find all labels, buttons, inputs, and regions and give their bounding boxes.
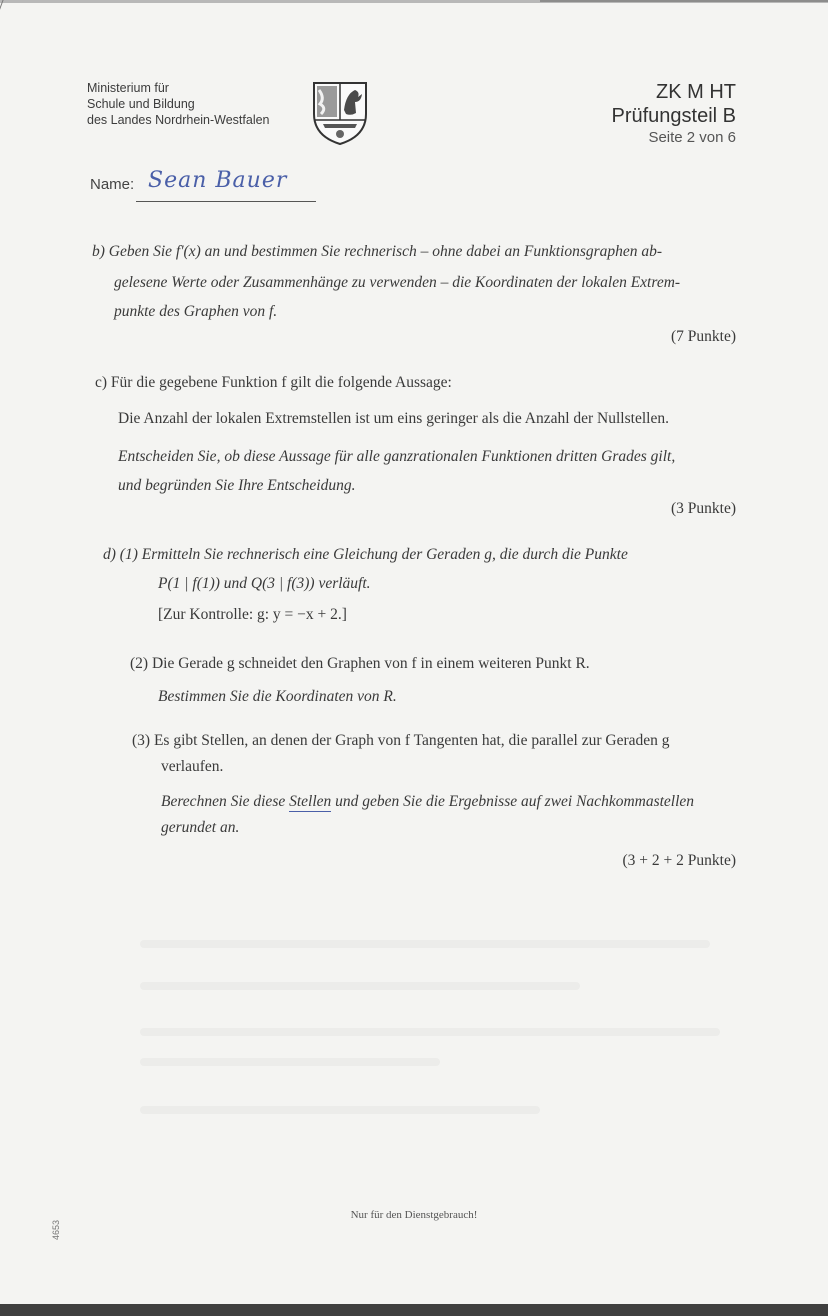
name-signature: Sean Bauer — [148, 168, 288, 193]
page-info: Seite 2 von 6 — [648, 129, 736, 146]
task-d3-line1: (3) Es gibt Stellen, an denen der Graph von f Tangenten hat, die parallel zur Geraden g — [132, 732, 670, 749]
task-c-line4: und begründen Sie Ihre Entscheidung. — [118, 477, 356, 494]
task-d2-line2: Bestimmen Sie die Koordinaten von R. — [158, 688, 397, 705]
task-d3-line2: verlaufen. — [161, 758, 224, 775]
task-d-points: (3 + 2 + 2 Punkte) — [622, 852, 736, 869]
name-underline — [136, 201, 316, 202]
task-c-line1: c) Für die gegebene Funktion f gilt die folgende Aussage: — [95, 374, 452, 391]
exam-part: Prüfungsteil B — [611, 105, 736, 127]
task-c-statement: Die Anzahl der lokalen Extremstellen ist um eins geringer als die Anzahl der Nullstellen. — [118, 410, 669, 427]
side-number: 4653 — [51, 1219, 61, 1240]
ministry-line: Ministerium für — [87, 81, 169, 95]
task-c-line3: Entscheiden Sie, ob diese Aussage für alle ganzrationalen Funktionen dritten Grades gilt, — [118, 448, 676, 465]
task-d2-line1: (2) Die Gerade g schneidet den Graphen von f in einem weiteren Punkt R. — [130, 655, 590, 672]
task-d1-line1: d) (1) Ermitteln Sie rechnerisch eine Gleichung der Geraden g, die durch die Punkte — [103, 546, 628, 563]
name-label: Name: — [90, 176, 135, 193]
top-edge-dark — [540, 0, 828, 2]
ministry-line: des Landes Nordrhein-Westfalen — [87, 113, 270, 127]
task-d3-line3-pre: Berechnen Sie diese — [161, 793, 290, 810]
ministry-line: Schule und Bildung — [87, 97, 195, 111]
exam-code: ZK M HT — [656, 81, 736, 103]
bleed-through-line — [140, 1028, 720, 1036]
state-crest-icon — [311, 80, 369, 146]
task-d3-line3-post: und geben Sie die Ergebnisse auf zwei Nachkommastellen — [331, 793, 695, 810]
task-d3-line3 — [161, 788, 694, 815]
task-b-points: (7 Punkte) — [670, 328, 736, 345]
bleed-through-line — [140, 1058, 440, 1066]
task-c-points: (3 Punkte) — [670, 500, 736, 517]
bottom-edge — [0, 1304, 828, 1316]
task-d1-line2: P(1 | f(1)) und Q(3 | f(3)) verläuft. — [158, 575, 371, 592]
underlined-word: Stellen — [289, 793, 332, 810]
exam-header — [611, 80, 736, 148]
task-b-line1: b) Geben Sie f'(x) an und bestimmen Sie rechnerisch – ohne dabei an Funktionsgraphen ab- — [92, 243, 663, 260]
task-b-line3: punkte des Graphen von f. — [114, 303, 278, 320]
task-b-line2: gelesene Werte oder Zusammenhänge zu verwenden – die Koordinaten der lokalen Extrem- — [114, 274, 681, 291]
task-d3-line4: gerundet an. — [161, 819, 240, 836]
bleed-through-line — [140, 1106, 540, 1114]
ministry-block — [87, 80, 270, 128]
footer-note: Nur für den Dienstgebrauch! — [350, 1209, 478, 1221]
paper-corner — [0, 0, 12, 14]
bleed-through-line — [140, 940, 710, 948]
task-d1-control: [Zur Kontrolle: g: y = −x + 2.] — [158, 606, 347, 623]
bleed-through-line — [140, 982, 580, 990]
